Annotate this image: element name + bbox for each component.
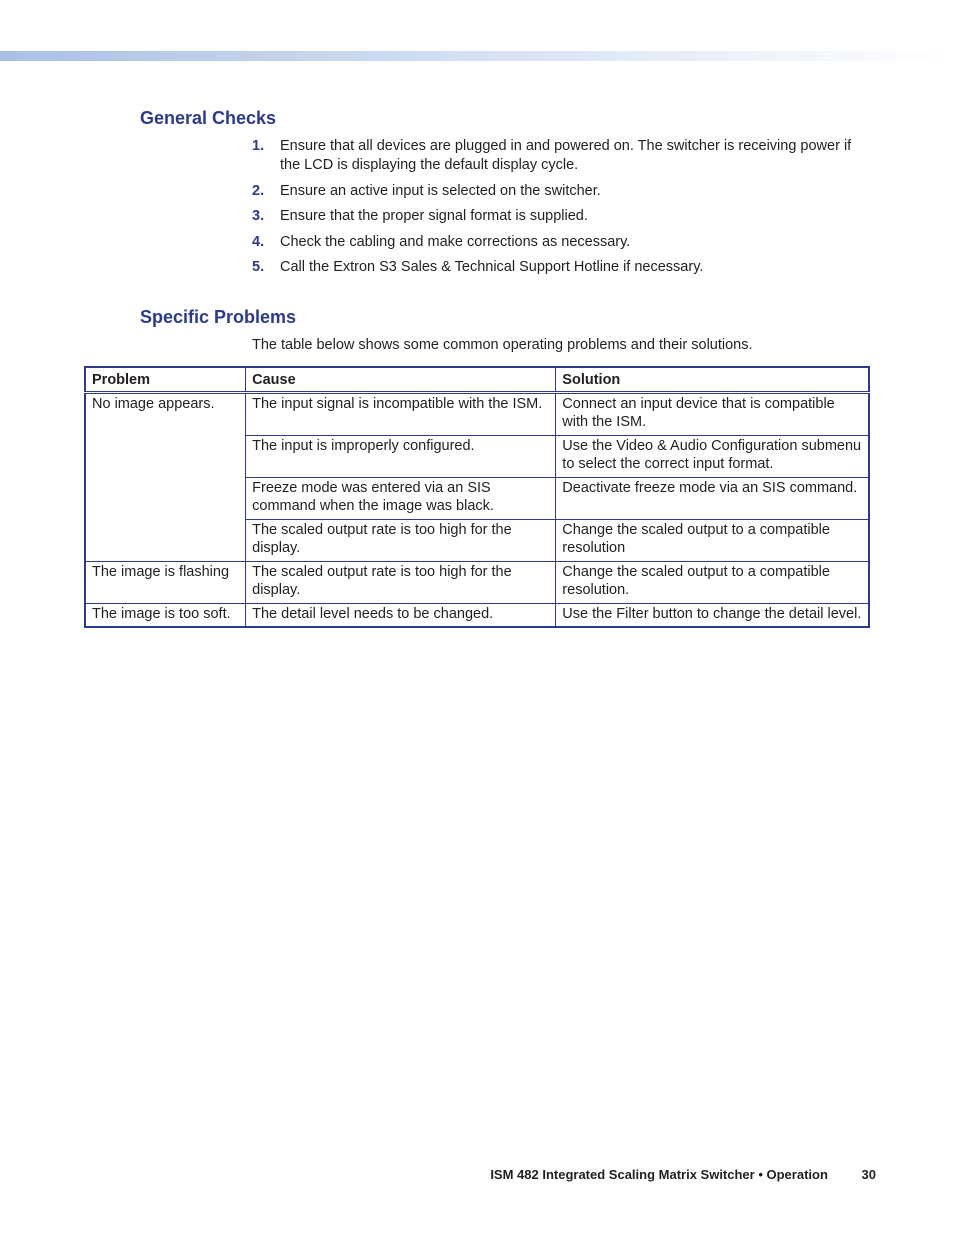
column-header-solution: Solution <box>556 367 869 392</box>
solution-cell: Use the Video & Audio Configuration submenu to select the correct input format. <box>556 435 869 477</box>
table-header-row <box>85 367 869 392</box>
cause-cell: Freeze mode was entered via an SIS command when the image was black. <box>246 477 556 519</box>
page-number: 30 <box>861 1167 876 1182</box>
cause-cell: The detail level needs to be changed. <box>246 603 556 627</box>
solution-cell: Change the scaled output to a compatible resolution <box>556 519 869 561</box>
list-item <box>252 207 872 226</box>
problem-cell: The image is flashing <box>85 561 246 603</box>
table-row <box>85 603 869 627</box>
list-number: 1. <box>252 138 265 154</box>
column-header-problem: Problem <box>85 367 246 392</box>
page-footer <box>490 1167 876 1182</box>
list-text: Ensure that the proper signal format is supplied. <box>280 208 588 224</box>
table-row <box>85 561 869 603</box>
list-number: 4. <box>252 233 265 250</box>
solution-cell: Connect an input device that is compatible with the ISM. <box>556 392 869 435</box>
footer-title: ISM 482 Integrated Scaling Matrix Switcher • Operation <box>490 1167 828 1182</box>
list-item <box>252 182 872 201</box>
list-item <box>252 258 872 277</box>
table-row <box>85 392 869 435</box>
solution-cell: Use the Filter button to change the detail level. <box>556 603 869 627</box>
solution-cell: Change the scaled output to a compatible resolution. <box>556 561 869 603</box>
cause-cell: The input signal is incompatible with the ISM. <box>246 392 556 435</box>
list-number: 2. <box>252 182 265 199</box>
header-gradient-bar <box>0 51 954 61</box>
list-text: Check the cabling and make corrections as necessary. <box>280 233 631 250</box>
cause-cell: The scaled output rate is too high for the display. <box>246 561 556 603</box>
cause-cell: The scaled output rate is too high for the display. <box>246 519 556 561</box>
problem-cell: No image appears. <box>85 392 246 561</box>
list-text: Ensure an active input is selected on the switcher. <box>280 182 601 199</box>
problem-cell: The image is too soft. <box>85 603 246 627</box>
list-item <box>252 137 872 175</box>
list-number: 3. <box>252 208 265 224</box>
cause-cell: The input is improperly configured. <box>246 435 556 477</box>
solution-cell: Deactivate freeze mode via an SIS command. <box>556 477 869 519</box>
column-header-cause: Cause <box>246 367 556 392</box>
section-heading-specific-problems: Specific Problems <box>140 307 297 327</box>
general-checks-list <box>252 137 872 284</box>
list-number: 5. <box>252 259 265 275</box>
section-heading-general-checks: General Checks <box>140 108 277 128</box>
list-text: Call the Extron S3 Sales & Technical Support Hotline if necessary. <box>280 259 704 275</box>
specific-problems-intro: The table below shows some common operating problems and their solutions. <box>252 337 753 353</box>
list-item <box>252 233 872 252</box>
troubleshooting-table <box>84 366 870 628</box>
list-text: Ensure that all devices are plugged in and powered on. The switcher is receiving power if the LCD is displaying the default display cycle. <box>280 138 852 173</box>
